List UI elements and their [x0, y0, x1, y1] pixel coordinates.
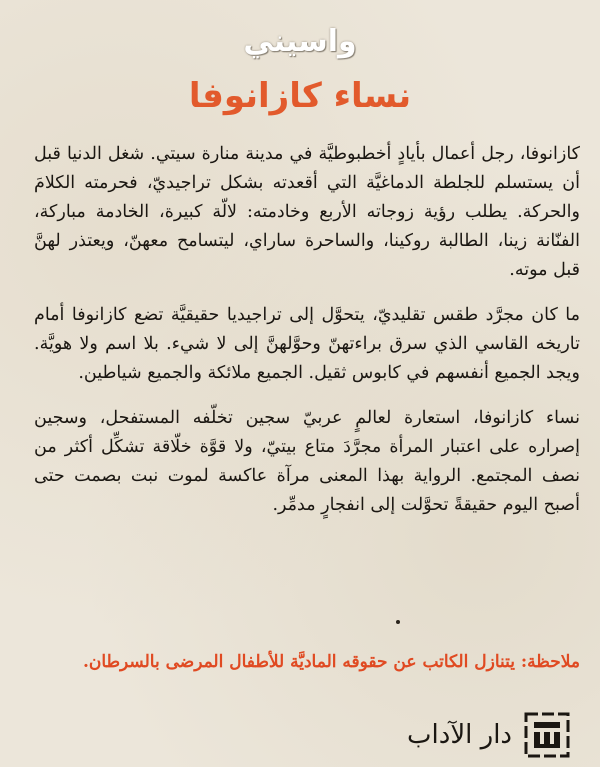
blurb-paragraph-1: كازانوفا، رجل أعمال بأيادٍ أخطبوطيَّة في مدينة منارة سيتي. شغل الدنيا قبل أن يستسلم للجلطة الدماغيَّة التي أقعدته بشكل تراجيديّ، فحرمته الكلامَ والحركة. يطلب رؤية زوجاته الأربع وخادمته: لالّة كبيرة، الخادمة مباركة، الفنّانة زينا، الطالبة روكينا، والساحرة ساراي، ليتسامح معهنّ، ويعتذر لهنَّ قبل موته.	[34, 144, 580, 280]
author-name: واسيني	[243, 24, 357, 59]
blurb	[34, 140, 580, 536]
charity-note: ملاحظة: يتنازل الكاتب عن حقوقه الماديَّة للأطفال المرضى بالسرطان.	[82, 652, 580, 672]
book-title: نساء كازانوفا	[188, 76, 412, 116]
dar-al-adab-logo-icon	[524, 712, 570, 758]
blurb-paragraph-3: نساء كازانوفا، استعارة لعالمٍ عربيّ سجين تخلّفه المستفحل، وسجين إصراره على اعتبار المرأة مجرَّدَ متاع بيتيّ، ولا قوَّة خلّاقة تشكِّل أكثر من نصف المجتمع. الرواية بهذا المعنى مرآة عاكسة لموت نبت بصمت حتى أصبح اليوم حقيقةً تحوَّلت إلى انفجارٍ مدمِّر.	[34, 408, 580, 515]
ornament-dot	[396, 620, 400, 624]
publisher-block	[407, 712, 570, 758]
publisher-name: دار الآداب	[407, 720, 512, 750]
blurb-paragraph-2: ما كان مجرَّد طقس تقليديّ، يتحوَّل إلى تراجيديا حقيقيَّة تضع كازانوفا أمام تاريخه القاسي الذي سرق براءتهنّ وحوَّلهنَّ إلى لا شيء. بلا اسم ولا هويَّة. ويجد الجميع أنفسهم في كابوس ثقيل. الجميع ملائكة والجميع شياطين.	[34, 305, 580, 383]
